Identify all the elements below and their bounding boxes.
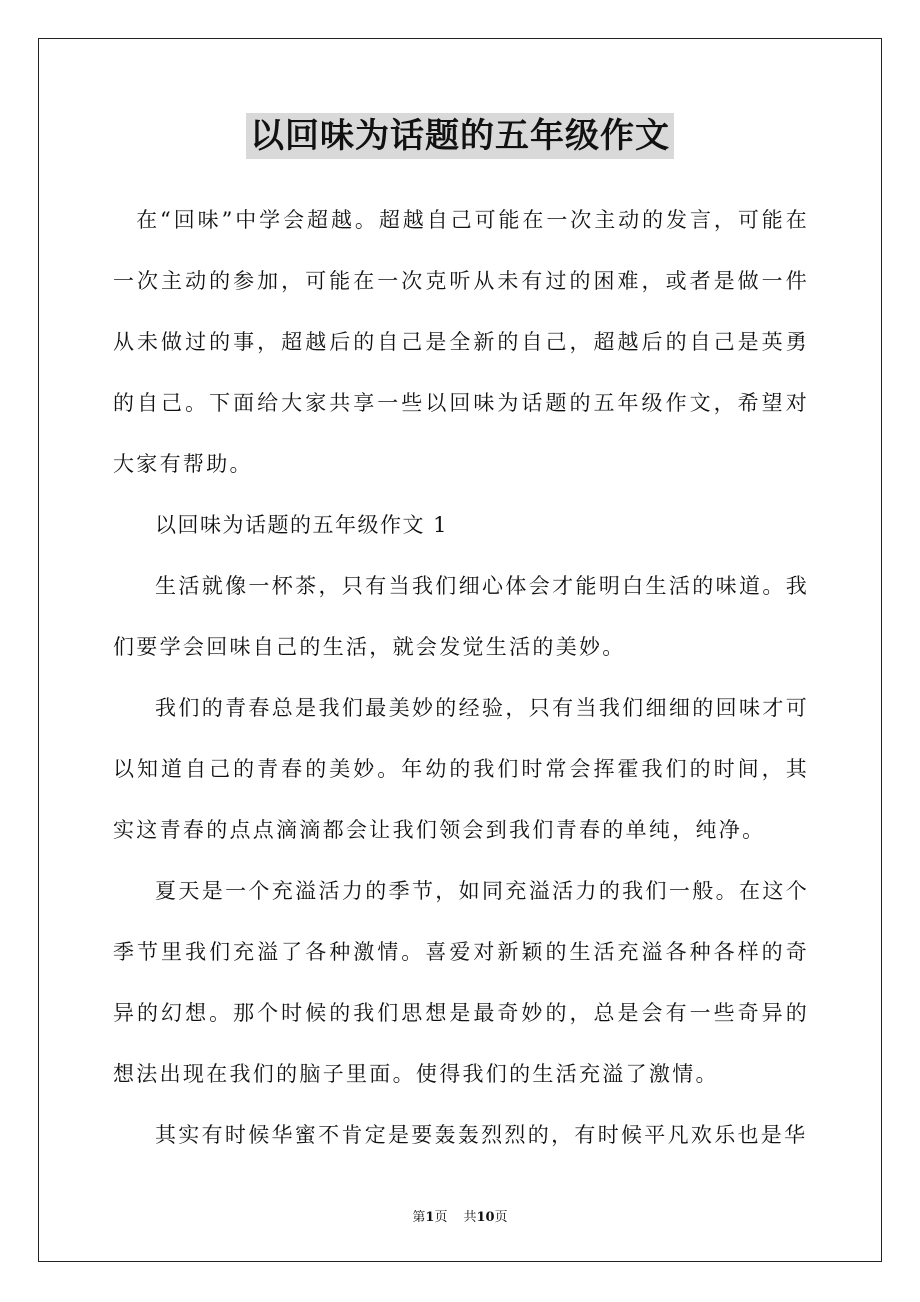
total-pages: 10 bbox=[476, 1210, 495, 1225]
document-body bbox=[113, 190, 809, 1166]
page-footer bbox=[0, 1206, 920, 1225]
body-paragraph: 其实有时候华蜜不肯定是要轰轰烈烈的，有时候平凡欢乐也是华 bbox=[155, 1123, 808, 1147]
document-title: 以回味为话题的五年级作文 bbox=[246, 113, 674, 159]
total-suffix: 页 bbox=[494, 1210, 508, 1225]
total-prefix: 共 bbox=[463, 1210, 477, 1225]
body-paragraph: 生活就像一杯茶，只有当我们细心体会才能明白生活的味道。我们要学会回味自己的生活，就会发觉生活的美妙。 bbox=[113, 574, 809, 659]
page-prefix: 第 bbox=[412, 1210, 426, 1225]
intro-paragraph: 在“回味”中学会超越。超越自己可能在一次主动的发言，可能在一次主动的参加，可能在一次克听从未有过的困难，或者是做一件从未做过的事，超越后的自己是全新的自己，超越后的自己是英勇的自己。下面给大家共享一些以回味为话题的五年级作文，希望对大家有帮助。 bbox=[113, 208, 809, 476]
body-paragraph: 我们的青春总是我们最美妙的经验，只有当我们细细的回味才可以知道自己的青春的美妙。年幼的我们时常会挥霍我们的时间，其实这青春的点点滴滴都会让我们领会到我们青春的单纯，纯净。 bbox=[113, 696, 809, 842]
title-container bbox=[0, 113, 920, 159]
body-paragraph: 夏天是一个充溢活力的季节，如同充溢活力的我们一般。在这个季节里我们充溢了各种激情。喜爱对新颖的生活充溢各种各样的奇异的幻想。那个时候的我们思想是最奇妙的，总是会有一些奇异的想法出现在我们的脑子里面。使得我们的生活充溢了激情。 bbox=[113, 879, 809, 1086]
essay-subheading: 以回味为话题的五年级作文 1 bbox=[155, 513, 449, 537]
page-number: 1 bbox=[425, 1210, 435, 1225]
page-suffix: 页 bbox=[434, 1210, 448, 1225]
